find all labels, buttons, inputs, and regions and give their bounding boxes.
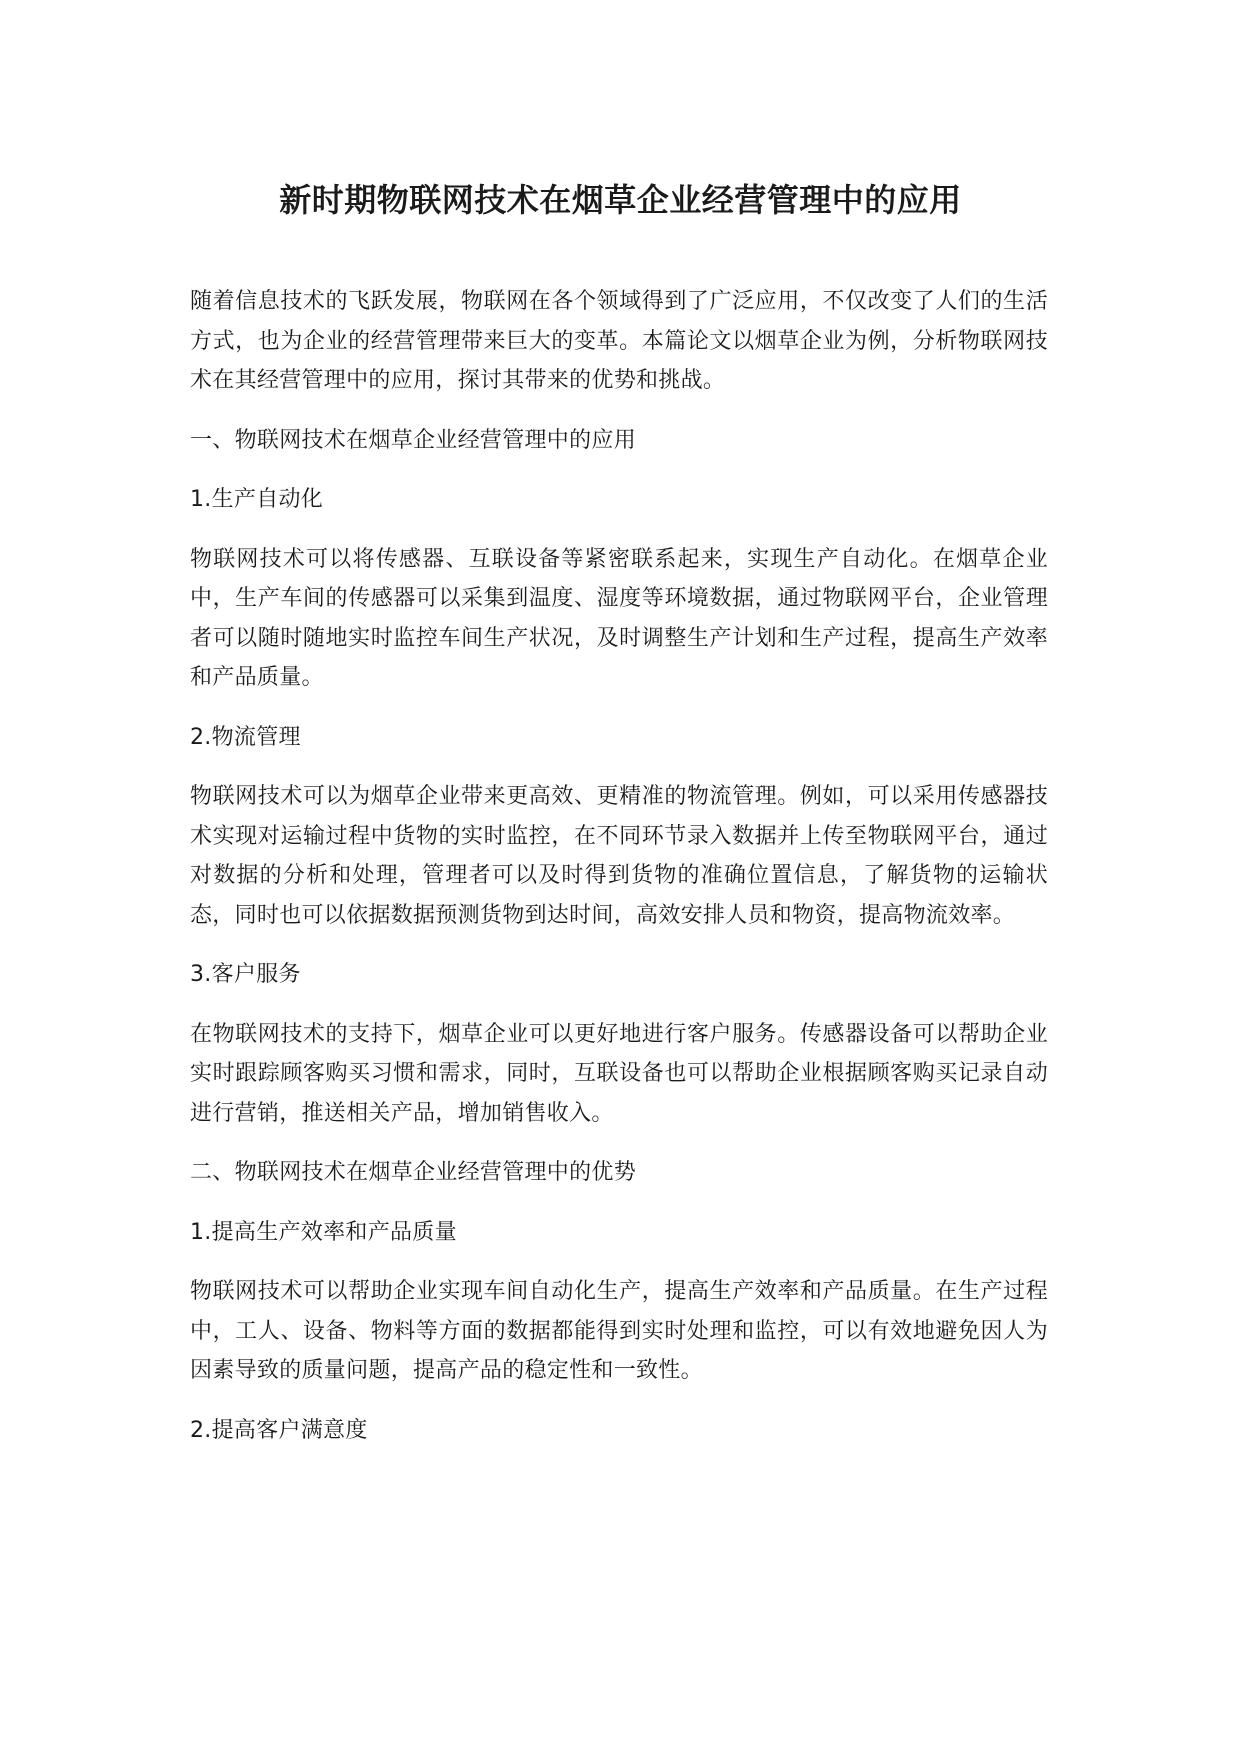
subsection-paragraph: 物联网技术可以为烟草企业带来更高效、更精准的物流管理。例如，可以采用传感器技术实现对运输过程中货物的实时监控，在不同环节录入数据并上传至物联网平台，通过对数据的分析和处理，管理者可以及时得到货物的准确位置信息，了解货物的运输状态，同时也可以依据数据预测货物到达时间，高效安排人员和物资，提高物流效率。 xyxy=(190,784,1048,928)
subsection-heading: 2.提高客户满意度 xyxy=(190,1417,368,1443)
subsection-heading: 3.客户服务 xyxy=(190,962,301,987)
document-title: 新时期物联网技术在烟草企业经营管理中的应用 xyxy=(279,181,962,219)
subsection-heading: 2.物流管理 xyxy=(190,724,301,750)
document-body xyxy=(190,282,1048,1470)
intro-paragraph: 随着信息技术的飞跃发展，物联网在各个领域得到了广泛应用，不仅改变了人们的生活方式，也为企业的经营管理带来巨大的变革。本篇论文以烟草企业为例，分析物联网技术在其经营管理中的应用，探讨其带来的优势和挑战。 xyxy=(190,289,1048,393)
subsection-heading: 1.提高生产效率和产品质量 xyxy=(190,1219,457,1245)
subsection-paragraph: 物联网技术可以将传感器、互联设备等紧密联系起来，实现生产自动化。在烟草企业中，生产车间的传感器可以采集到温度、湿度等环境数据，通过物联网平台，企业管理者可以随时随地实时监控车间生产状况，及时调整生产计划和生产过程，提高生产效率和产品质量。 xyxy=(190,546,1048,690)
subsection-paragraph: 物联网技术可以帮助企业实现车间自动化生产，提高生产效率和产品质量。在生产过程中，工人、设备、物料等方面的数据都能得到实时处理和监控，可以有效地避免因人为因素导致的质量问题，提高产品的稳定性和一致性。 xyxy=(190,1279,1048,1383)
subsection-heading: 1.生产自动化 xyxy=(190,487,324,512)
section-2-heading: 二、物联网技术在烟草企业经营管理中的优势 xyxy=(190,1160,637,1185)
section-1-heading: 一、物联网技术在烟草企业经营管理中的应用 xyxy=(190,427,637,453)
subsection-paragraph: 在物联网技术的支持下，烟草企业可以更好地进行客户服务。传感器设备可以帮助企业实时跟踪顾客购买习惯和需求，同时，互联设备也可以帮助企业根据顾客购买记录自动进行营销，推送相关产品，增加销售收入。 xyxy=(190,1021,1048,1126)
